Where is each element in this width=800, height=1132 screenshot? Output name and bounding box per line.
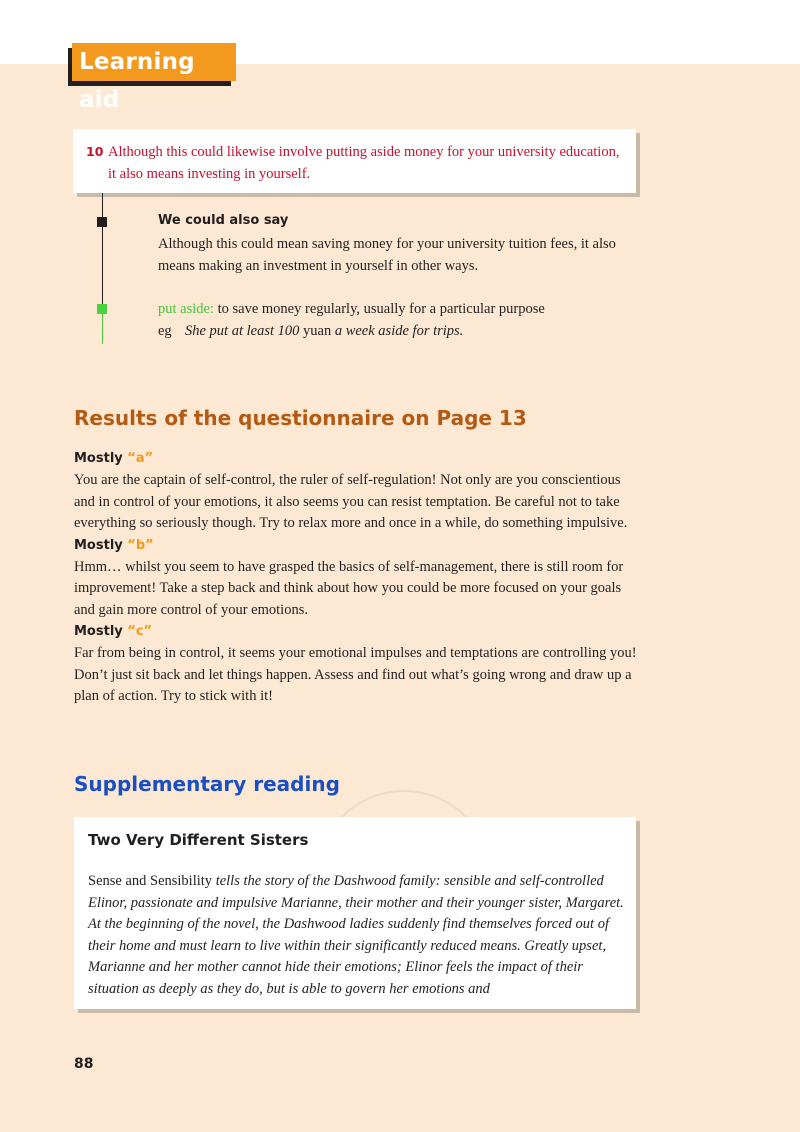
annotation-line xyxy=(102,193,103,308)
result-heading-a xyxy=(74,448,639,470)
vocab-example xyxy=(158,320,463,342)
supplementary-title: Supplementary reading xyxy=(74,772,340,796)
mostly-label: Mostly xyxy=(74,451,123,466)
result-text-b: Hmm… whilst you seem to have grasped the basics of self-management, there is still room for improvement! Take a step back and think about how you could be more focused on your goals and gain more control of your emotions. xyxy=(74,558,624,618)
learning-aid-tab: Learning aid xyxy=(72,43,236,81)
example-part2: yuan xyxy=(303,323,332,339)
note-box xyxy=(73,129,636,193)
note-text: Although this could likewise involve putting aside money for your university education, it also means investing in yourself. xyxy=(108,144,620,182)
example-label: eg xyxy=(158,323,172,339)
result-letter-a: “a” xyxy=(127,451,154,466)
vocab-definition: to save money regularly, usually for a particular purpose xyxy=(213,301,545,317)
reading-title: Two Very Different Sisters xyxy=(88,831,309,849)
result-heading-b xyxy=(74,535,639,557)
bullet-square-icon xyxy=(97,217,107,227)
page-number: 88 xyxy=(74,1056,94,1072)
result-letter-c: “c” xyxy=(127,624,153,639)
book-title: Sense and Sensibility xyxy=(88,873,213,889)
vocab-word: put aside: xyxy=(158,301,214,317)
result-text-a: You are the captain of self-control, the ruler of self-regulation! Not only are you conscientious and in control of your emotions, it also seems you can resist temptation. Be careful not to take everything so seriously though. Try to relax more and once in a while, do something impulsive. xyxy=(74,472,628,531)
reading-text xyxy=(88,871,626,1000)
reading-box xyxy=(74,817,636,1009)
reading-body: tells the story of the Dashwood family: sensible and self-controlled Elinor, passionate and impulsive Marianne, their mother and their younger sister, Margaret. At the beginning of the novel, the Dashwood ladies suddenly find themselves forced out of their home and must learn to live within their significantly reduced means. Greatly upset, Marianne and her mother cannot hide their emotions; Elinor feels the impact of their situation as deeply as they do, but is able to govern her emotions and xyxy=(88,873,624,997)
result-text-c: Far from being in control, it seems your emotional impulses and temptations are controlling you! Don’t just sit back and let things happen. Assess and find out what’s going wrong and draw up a plan of action. Try to stick with it! xyxy=(74,645,637,704)
mostly-label: Mostly xyxy=(74,537,123,553)
also-say-text: Although this could mean saving money for your university tuition fees, it also means making an investment in yourself in other ways. xyxy=(158,236,616,274)
mostly-label: Mostly xyxy=(74,624,123,639)
vocab-entry xyxy=(158,298,545,320)
also-say-heading: We could also say xyxy=(158,213,289,228)
results-section xyxy=(74,448,639,708)
result-heading-c xyxy=(74,621,639,643)
results-title: Results of the questionnaire on Page 13 xyxy=(74,406,527,430)
bullet-square-green-icon xyxy=(97,304,107,314)
example-part3: a week aside for trips. xyxy=(331,323,464,339)
note-number: 10 xyxy=(86,144,104,159)
example-part1: She put at least 100 xyxy=(185,323,304,339)
result-letter-b: “b” xyxy=(127,537,154,553)
